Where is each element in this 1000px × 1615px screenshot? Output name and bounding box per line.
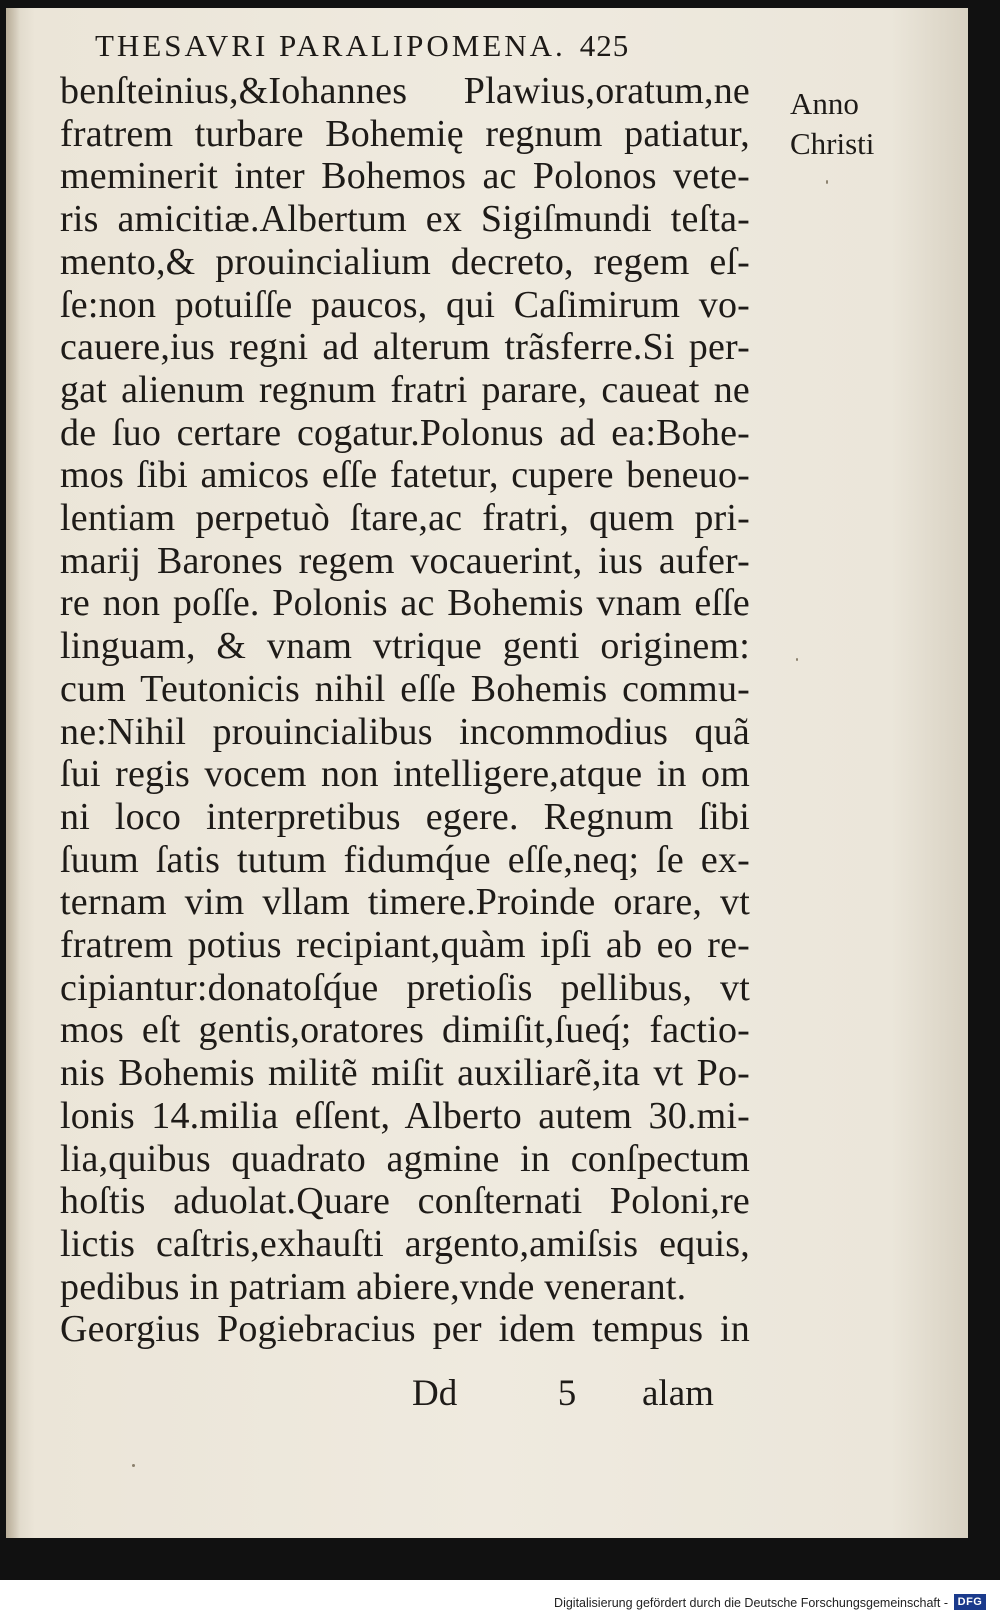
text-line: ſui regis vocem non intelligere,atque in om [60,753,750,796]
text-line: meminerit inter Bohemos ac Polonos vete- [60,155,750,198]
marginal-note-line: Christi [790,126,875,161]
text-line: lia,quibus quadrato agmine in conſpectum [60,1137,750,1180]
funding-credit: Digitalisierung gefördert durch die Deutsche Forschungsgemeinschaft - [554,1596,948,1610]
paper-speck [132,1464,135,1467]
text-line: de ſuo certare cogatur.Polonus ad ea:Bohe- [60,411,750,454]
text-line: lentiam perpetuò ſtare,ac fratri, quem pri- [60,497,750,540]
text-line: ternam vim vllam timere.Proinde orare, vt [60,881,750,924]
dfg-logo: DFG [954,1594,986,1610]
text-line: ne:Nihil prouincialibus incommodius quã [60,710,750,753]
paper-speck [826,180,828,184]
text-line: mos ſibi amicos eſſe fatetur, cupere beneuo- [60,454,750,497]
text-line: nis Bohemis militẽ miſit auxiliarẽ,ita vt Po- [60,1052,750,1095]
text-line: cipiantur:donatoſq́ue pretioſis pellibus, vt [60,966,750,1009]
running-title: THESAVRI PARALIPOMENA. [95,28,566,63]
text-line: re non poſſe. Polonis ac Bohemis vnam eſſe [60,582,750,625]
text-line: mos eſt gentis,oratores dimiſit,ſueq́; factio- [60,1009,750,1052]
signature-number: 5 [557,1373,577,1414]
text-line: pedibus in patriam abiere,vnde venerant. [60,1265,687,1308]
marginal-note-line: Anno [790,86,859,121]
text-line: marij Barones regem vocauerint, ius aufer- [60,539,750,582]
text-line: lictis caſtris,exhauſti argento,amiſsis equis, [60,1222,750,1265]
text-line: cauere,ius regni ad alterum trãsferre.Si per- [60,326,750,369]
marginal-note [790,84,874,164]
text-line: Georgius Pogiebracius per idem tempus in [60,1308,750,1351]
running-header [95,28,795,64]
catchword: alam [642,1373,714,1414]
text-line: fratrem turbare Bohemię regnum patiatur, [60,112,750,155]
signature-line [412,1372,802,1415]
signature-mark: Dd [412,1373,458,1414]
text-line: gat alienum regnum fratri parare, caueat ne [60,368,750,411]
text-line: fratrem potius recipiant,quàm ipſi ab eo re- [60,924,750,967]
page-number: 425 [579,28,630,63]
text-line: hoſtis aduolat.Quare conſternati Poloni,re [60,1180,750,1223]
text-line: ni loco interpretibus egere. Regnum ſibi [60,795,750,838]
text-line: ſuum ſatis tutum fidumq́ue eſſe,neq; ſe ex- [60,838,750,881]
page-gutter-shadow [6,8,20,1538]
text-line: lonis 14.milia eſſent, Alberto autem 30.mi- [60,1094,750,1137]
text-line: mento,& prouincialium decreto, regem eſ- [60,240,750,283]
text-line: cum Teutonicis nihil eſſe Bohemis commu- [60,667,750,710]
text-line: ris amicitiæ.Albertum ex Sigiſmundi teſta- [60,198,750,241]
text-line: linguam, & vnam vtrique genti originem: [60,625,750,668]
text-line: benſteinius,&Iohannes Plawius,oratum,ne [60,70,750,112]
text-line: ſe:non potuiſſe paucos, qui Caſimirum vo- [60,283,750,326]
body-text [60,70,800,1351]
